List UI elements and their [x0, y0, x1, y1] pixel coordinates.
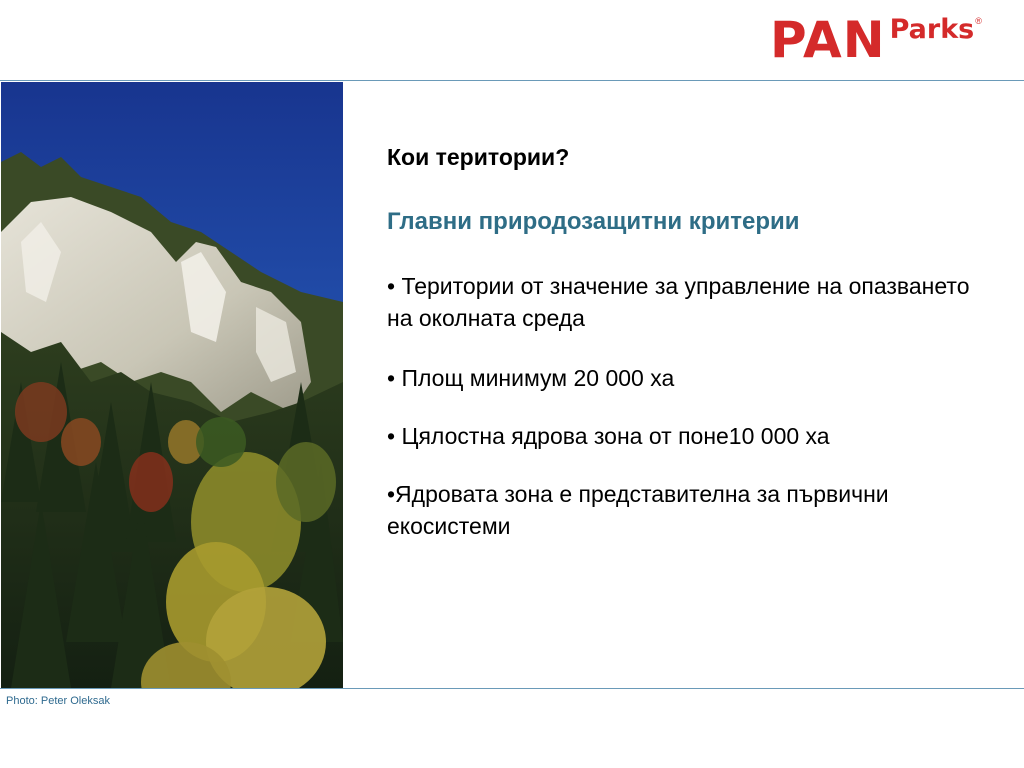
panparks-logo — [770, 12, 982, 68]
list-item: • Площ минимум 20 000 ха — [387, 365, 675, 391]
criteria-subheading: Главни природозащитни критерии — [387, 208, 800, 235]
list-item: •Ядровата зона е представителна за първични екосистеми — [387, 481, 889, 539]
top-divider — [0, 80, 1024, 81]
logo-pan-text: PAN — [770, 11, 886, 69]
slide-content — [387, 142, 987, 172]
bottom-divider — [0, 688, 1024, 689]
logo-parks-text: Parks — [889, 14, 975, 45]
list-item: • Цялостна ядрова зона от поне10 000 ха — [387, 423, 830, 449]
question-heading: Кои територии? — [387, 144, 570, 170]
list-item: • Територии от значение за управление на опазването на околната среда — [387, 273, 970, 331]
logo-registered-mark: ® — [975, 16, 982, 26]
landscape-photo — [1, 82, 343, 688]
photo-credit: Photo: Peter Oleksak — [6, 695, 110, 707]
